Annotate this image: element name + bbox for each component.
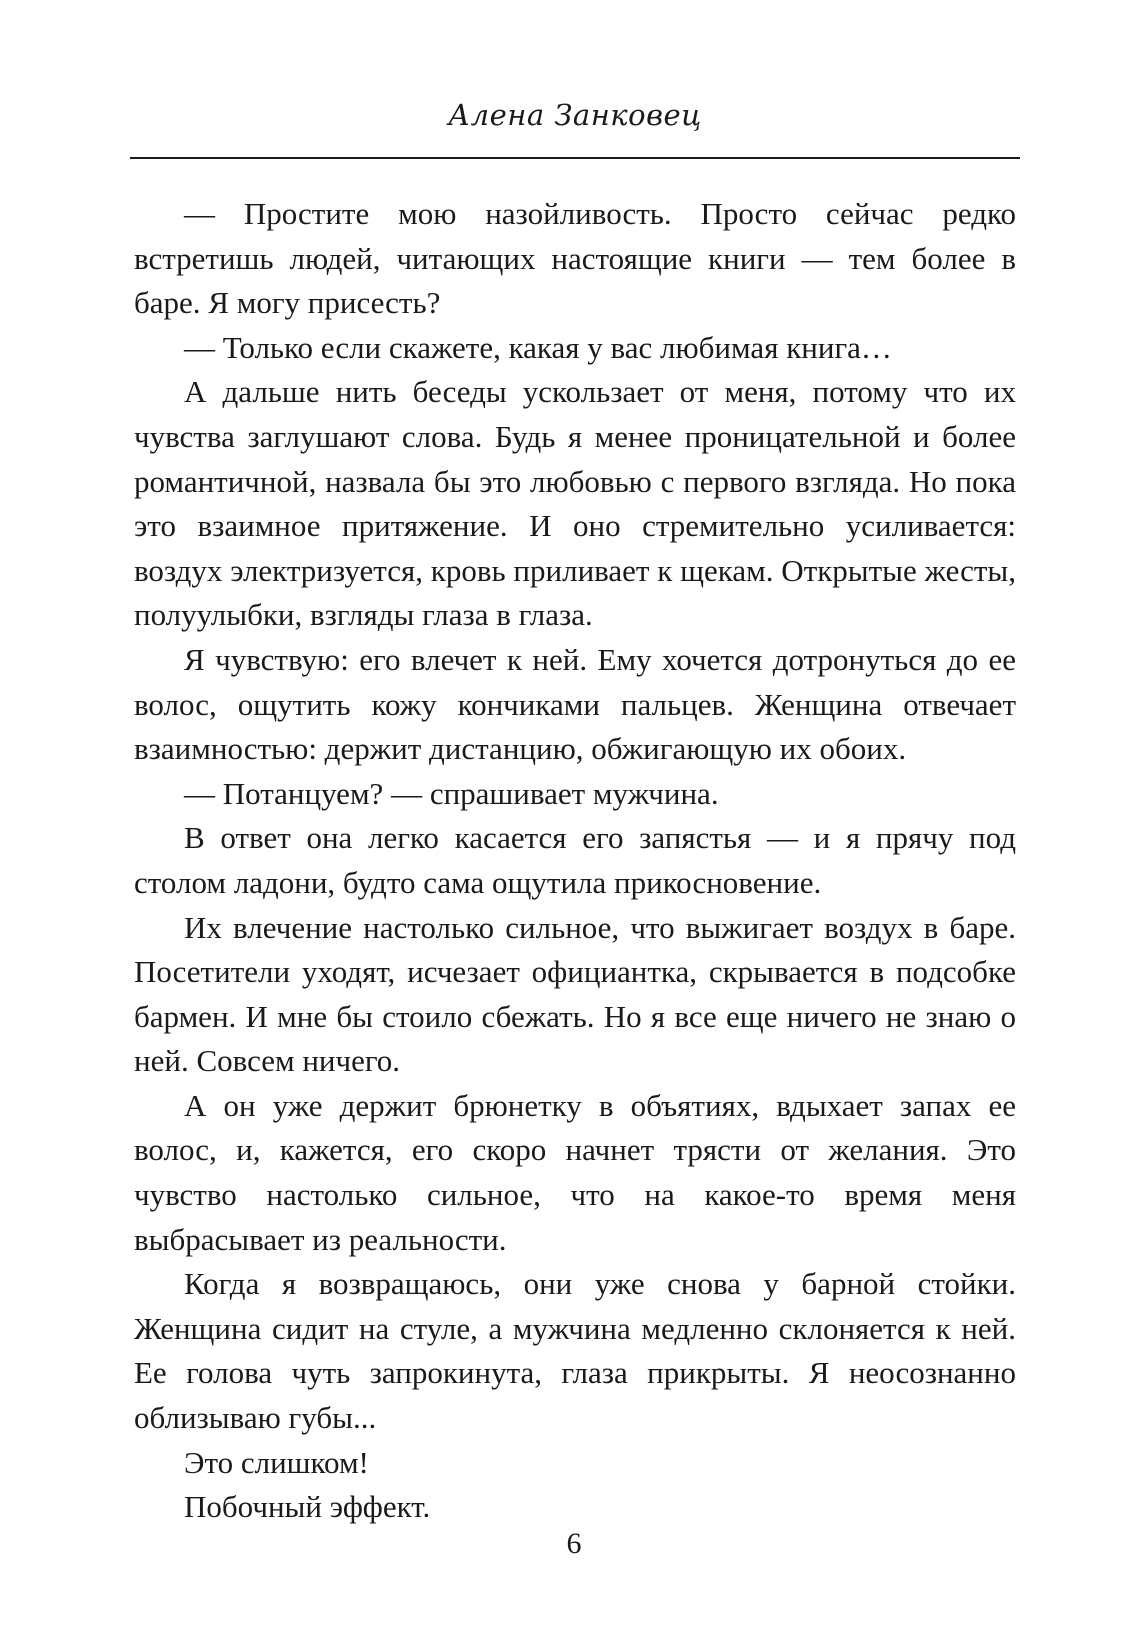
header-rule <box>130 157 1020 159</box>
paragraph: — Потанцуем? — спрашивает мужчина. <box>184 775 719 811</box>
page-number: 6 <box>566 1527 582 1560</box>
running-head-author: Алена Занковец <box>448 98 702 132</box>
body-text <box>134 192 1016 1530</box>
paragraph: — Простите мою назойливость. Просто сейчас редко встретишь людей, читающих настоящие книги — тем более в баре. Я могу присесть? <box>134 196 1016 321</box>
paragraph: Я чувствую: его влечет к ней. Ему хочется дотронуться до ее волос, ощутить кожу кончиками пальцев. Женщина отвечает взаимностью: держит дистанцию, обжигающую их обоих. <box>134 641 1016 767</box>
paragraph: Это слишком! <box>184 1444 369 1480</box>
paragraph: А он уже держит брюнетку в объятиях, вдыхает запах ее волос, и, кажется, его скоро начнет трясти от желания. Это чувство настолько сильное, что на какое-то время меня выбрасывает из реальности. <box>134 1087 1016 1257</box>
paragraph: Побочный эффект. <box>184 1489 431 1525</box>
paragraph: В ответ она легко касается его запястья — и я прячу под столом ладони, будто сама ощутила прикосновение. <box>134 820 1016 900</box>
paragraph: А дальше нить беседы ускользает от меня, потому что их чувства заглушают слова. Будь я менее проницательной и более романтичной, назвала бы это любовью с первого взгляда. Но пока это взаимное притяжение. И оно стремительно усиливается: воздух электризуется, кровь приливает к щекам. Открытые жесты, полуулыбки, взгляды глаза в глаза. <box>134 374 1016 633</box>
paragraph: Когда я возвращаюсь, они уже снова у барной стойки. Женщина сидит на стуле, а мужчина медленно склоняется к ней. Ее голова чуть запрокинута, глаза прикрыты. Я неосознанно облизываю губы... <box>134 1266 1016 1436</box>
paragraph: Их влечение настолько сильное, что выжигает воздух в баре. Посетители уходят, исчезает официантка, скрывается в подсобке бармен. И мне бы стоило сбежать. Но я все еще ничего не знаю о ней. Совсем ничего. <box>134 909 1016 1079</box>
paragraph: — Только если скажете, какая у вас любимая книга… <box>184 329 892 365</box>
